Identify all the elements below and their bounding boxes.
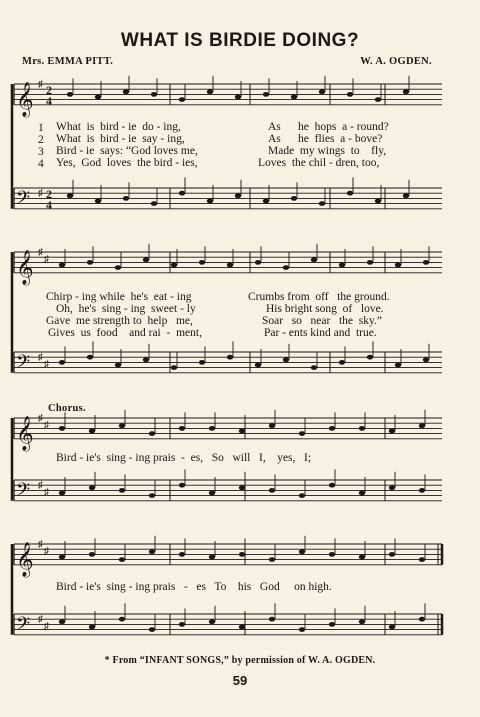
note-head	[209, 619, 215, 624]
note-head	[89, 429, 95, 434]
lyric-line: Gives us food and rai - ment,	[48, 327, 202, 339]
note-head	[123, 196, 129, 201]
note-head	[59, 619, 65, 624]
note-head	[227, 263, 233, 268]
note-head	[255, 260, 261, 265]
note-head	[179, 552, 185, 557]
lyric-line: Gave me strength to help me,	[46, 315, 193, 327]
lyric-line: Loves the chil - dren, too,	[258, 157, 380, 169]
note-head	[119, 488, 125, 493]
note-head	[403, 193, 409, 198]
note-head	[235, 95, 241, 100]
note-head	[119, 617, 125, 622]
sharp-icon: ♯	[44, 546, 49, 557]
note-head	[291, 196, 297, 201]
time-sig-top: 2	[46, 186, 52, 201]
lyric-line: Yes, God loves the bird - ies,	[56, 157, 198, 169]
bass-clef-icon: 𝄢	[16, 479, 31, 505]
note-head	[359, 619, 365, 624]
note-head	[151, 201, 157, 206]
note-head	[375, 199, 381, 204]
lyric-line: What is bird - ie say - ing,	[56, 133, 185, 145]
author-credit: Mrs. EMMA PITT.	[22, 56, 114, 67]
verse-number: 3	[38, 146, 44, 158]
note-head	[329, 622, 335, 627]
note-head	[87, 260, 93, 265]
note-head	[119, 557, 125, 562]
composer-credit: W. A. OGDEN.	[360, 56, 432, 67]
bass-clef-icon: 𝄢	[16, 187, 31, 213]
note-head	[389, 429, 395, 434]
note-head	[151, 92, 157, 97]
note-head	[359, 426, 365, 431]
note-head	[347, 191, 353, 196]
note-head	[89, 552, 95, 557]
lyric-line: Crumbs from off the ground.	[248, 291, 390, 303]
note-head	[419, 488, 425, 493]
note-head	[239, 429, 245, 434]
note-head	[95, 199, 101, 204]
note-head	[339, 263, 345, 268]
verse-number: 1	[38, 122, 44, 134]
note-head	[263, 199, 269, 204]
note-head	[299, 627, 305, 632]
sharp-icon: ♯	[38, 352, 43, 363]
note-head	[59, 555, 65, 560]
sharp-icon: ♯	[38, 188, 43, 199]
note-head	[209, 426, 215, 431]
sharp-icon: ♯	[38, 79, 43, 90]
note-head	[269, 488, 275, 493]
note-head	[419, 423, 425, 428]
note-head	[59, 263, 65, 268]
lyric-line: Soar so near the sky.”	[262, 315, 382, 327]
lyric-line: As he hops a - round?	[268, 121, 389, 133]
chorus-lyric-line: Bird - ie's sing - ing prais - es, So will I, yes, I;	[56, 452, 312, 464]
note-head	[89, 485, 95, 490]
note-head	[199, 360, 205, 365]
sharp-icon: ♯	[38, 247, 43, 258]
note-head	[283, 265, 289, 270]
note-head	[395, 363, 401, 368]
sharp-icon: ♯	[44, 254, 49, 265]
note-head	[263, 92, 269, 97]
note-head	[269, 557, 275, 562]
sharp-icon: ♯	[44, 621, 49, 632]
bass-clef-icon: 𝄢	[16, 613, 31, 639]
lyric-line: Par - ents kind and true.	[264, 327, 377, 339]
note-head	[87, 355, 93, 360]
note-head	[95, 95, 101, 100]
sharp-icon: ♯	[38, 480, 43, 491]
lyric-line: Oh, he's sing - ing sweet - ly	[56, 303, 196, 315]
note-head	[119, 423, 125, 428]
lyric-line: Bird - ie says: “God loves me,	[56, 145, 198, 157]
sharp-icon: ♯	[44, 420, 49, 431]
note-head	[143, 257, 149, 262]
note-head	[319, 201, 325, 206]
chorus-lyric-line: Bird - ie's sing - ing prais - es To his God on high.	[56, 581, 332, 593]
note-head	[67, 92, 73, 97]
note-head	[359, 555, 365, 560]
note-head	[239, 485, 245, 490]
lyric-line: Chirp - ing while he's eat - ing	[46, 291, 192, 303]
note-head	[179, 97, 185, 102]
note-head	[59, 360, 65, 365]
lyric-line: What is bird - ie do - ing,	[56, 121, 181, 133]
treble-clef-icon: 𝄞	[16, 249, 34, 285]
note-head	[179, 426, 185, 431]
note-head	[389, 625, 395, 630]
note-head	[209, 555, 215, 560]
note-head	[403, 89, 409, 94]
verse-number: 2	[38, 134, 44, 146]
note-head	[239, 552, 245, 557]
note-head	[235, 193, 241, 198]
note-head	[423, 260, 429, 265]
note-head	[347, 92, 353, 97]
note-head	[367, 355, 373, 360]
note-head	[423, 357, 429, 362]
verse-number: 4	[38, 158, 44, 170]
note-head	[255, 363, 261, 368]
note-head	[311, 365, 317, 370]
note-head	[149, 627, 155, 632]
note-head	[59, 491, 65, 496]
note-head	[143, 357, 149, 362]
note-head	[199, 260, 205, 265]
treble-clef-icon: 𝄞	[16, 541, 34, 577]
note-head	[67, 193, 73, 198]
sharp-icon: ♯	[44, 487, 49, 498]
note-head	[269, 423, 275, 428]
note-head	[283, 357, 289, 362]
note-head	[419, 617, 425, 622]
lyric-line: As he flies a - bove?	[268, 133, 383, 145]
note-head	[299, 493, 305, 498]
note-head	[367, 260, 373, 265]
note-head	[115, 265, 121, 270]
note-head	[179, 191, 185, 196]
sharp-icon: ♯	[38, 614, 43, 625]
note-head	[209, 491, 215, 496]
note-head	[207, 89, 213, 94]
note-head	[89, 625, 95, 630]
note-head	[207, 199, 213, 204]
note-head	[239, 625, 245, 630]
note-head	[59, 426, 65, 431]
note-head	[291, 95, 297, 100]
note-head	[123, 89, 129, 94]
time-sig-top: 2	[46, 82, 52, 97]
note-head	[179, 622, 185, 627]
song-title: WHAT IS BIRDIE DOING?	[120, 30, 360, 51]
sharp-icon: ♯	[38, 413, 43, 424]
time-sig-bottom: 4	[46, 93, 52, 108]
note-head	[329, 552, 335, 557]
note-head	[311, 257, 317, 262]
note-head	[171, 263, 177, 268]
sharp-icon: ♯	[44, 359, 49, 370]
footnote: * From “INFANT SONGS,” by permission of W. A. OGDEN.	[104, 655, 376, 666]
note-head	[269, 617, 275, 622]
note-head	[419, 557, 425, 562]
note-head	[319, 89, 325, 94]
treble-clef-icon: 𝄞	[16, 415, 34, 451]
note-head	[375, 97, 381, 102]
note-head	[171, 365, 177, 370]
time-sig-bottom: 4	[46, 197, 52, 212]
page-number: 59	[232, 673, 248, 688]
note-head	[329, 483, 335, 488]
note-head	[149, 549, 155, 554]
note-head	[329, 426, 335, 431]
note-head	[179, 483, 185, 488]
note-head	[339, 360, 345, 365]
note-head	[359, 491, 365, 496]
note-head	[115, 363, 121, 368]
note-head	[395, 263, 401, 268]
bass-clef-icon: 𝄢	[16, 351, 31, 377]
note-head	[299, 549, 305, 554]
treble-clef-icon: 𝄞	[16, 81, 34, 117]
sharp-icon: ♯	[38, 539, 43, 550]
note-head	[389, 552, 395, 557]
note-head	[149, 431, 155, 436]
lyric-line: His bright song of love.	[266, 303, 384, 315]
note-head	[149, 493, 155, 498]
note-head	[299, 431, 305, 436]
lyric-line: Made my wings to fly,	[268, 145, 387, 157]
note-head	[389, 485, 395, 490]
chorus-label: Chorus.	[48, 403, 86, 414]
note-head	[227, 355, 233, 360]
